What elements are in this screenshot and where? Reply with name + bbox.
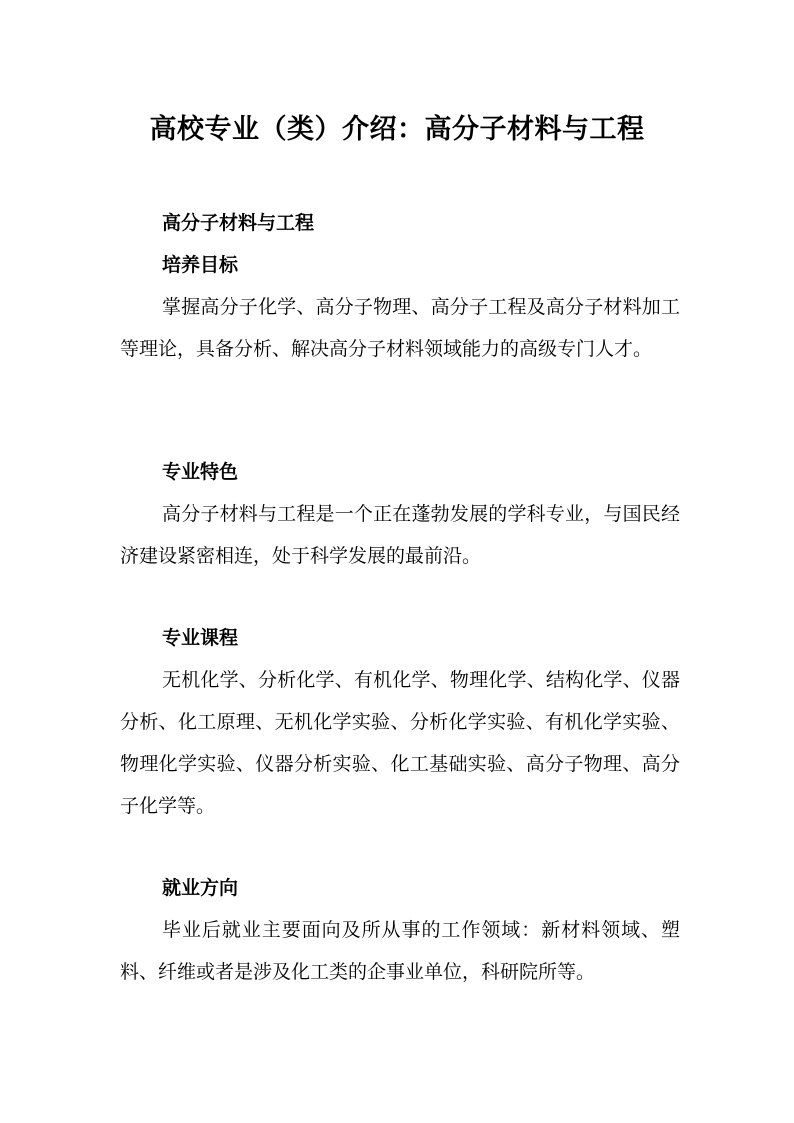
- section-heading: 就业方向: [162, 877, 239, 899]
- section-training-goal: [120, 202, 680, 370]
- section-body: 无机化学、分析化学、有机化学、物理化学、结构化学、仪器分析、化工原理、无机化学实验、分析化学实验、有机化学实验、物理化学实验、仪器分析实验、化工基础实验、高分子物理、高分子化学等。: [120, 669, 680, 817]
- document-title: 高校专业（类）介绍：高分子材料与工程: [149, 114, 645, 145]
- section-features: [120, 451, 680, 577]
- section-courses: [120, 617, 680, 827]
- section-employment: [120, 867, 680, 993]
- section-heading: 培养目标: [162, 254, 239, 276]
- section-body: 高分子材料与工程是一个正在蓬勃发展的学科专业，与国民经济建设紧密相连，处于科学发展的最前沿。: [120, 503, 680, 567]
- section-body: 毕业后就业主要面向及所从事的工作领域：新材料领域、塑料、纤维或者是涉及化工类的企事业单位，科研院所等。: [120, 919, 680, 983]
- section-heading: 专业课程: [162, 627, 239, 649]
- section-heading: 专业特色: [162, 461, 239, 483]
- major-name-heading: 高分子材料与工程: [162, 212, 315, 234]
- section-body: 掌握高分子化学、高分子物理、高分子工程及高分子材料加工等理论，具备分析、解决高分子材料领域能力的高级专门人才。: [120, 296, 680, 360]
